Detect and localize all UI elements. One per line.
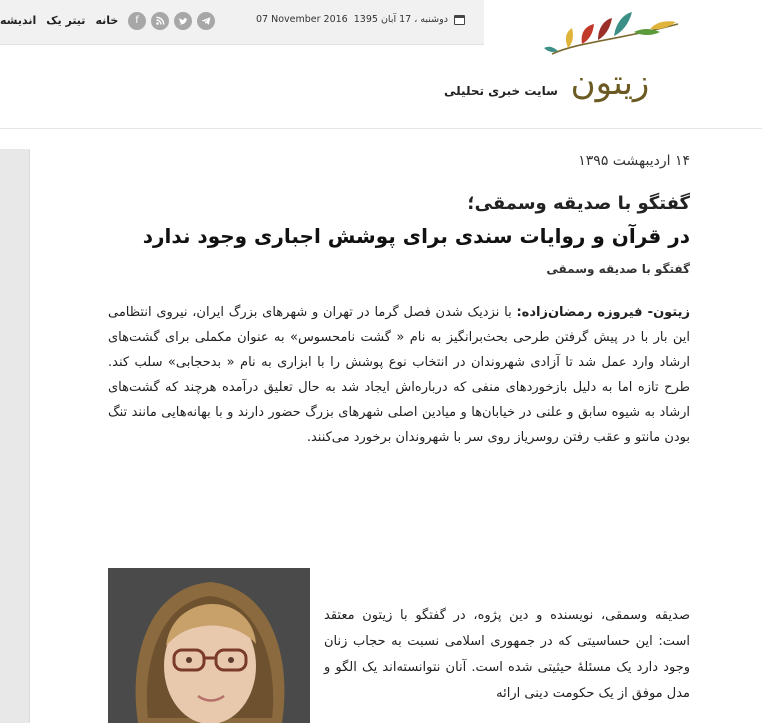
nav-thought[interactable]: اندیشه <box>0 14 37 27</box>
nav-home[interactable]: خانه <box>95 14 119 27</box>
article <box>108 150 690 450</box>
social-links <box>128 12 215 30</box>
logo-text: زیتون <box>570 63 650 103</box>
lead-author: زیتون- فیروزه رمضان‌زاده: <box>516 305 690 320</box>
twitter-icon[interactable] <box>174 12 192 30</box>
left-sidebar <box>0 149 30 723</box>
gregorian-date: 07 November 2016 <box>256 14 348 25</box>
interviewee-photo <box>108 568 310 723</box>
site-logo[interactable] <box>538 2 688 106</box>
date-bar <box>256 14 465 25</box>
telegram-icon[interactable] <box>197 12 215 30</box>
article-kicker: گفتگو با صدیقه وسمقی؛ <box>467 193 690 214</box>
calendar-icon <box>454 15 465 25</box>
persian-date: دوشنبه ، 17 آبان 1395 <box>353 14 448 25</box>
nav-headline[interactable]: تیتر یک <box>46 14 86 27</box>
header-divider <box>0 128 762 129</box>
site-tagline: سایت خبری تحلیلی <box>444 84 558 98</box>
article-byline: گفتگو با صدیقه وسمقی <box>546 262 690 276</box>
facebook-icon[interactable]: f <box>128 12 146 30</box>
second-paragraph: صدیقه وسمقی، نویسنده و دین پژوه، در گفتگو با زیتون معتقد است: این حساسیتی که در جمهوری اسلامی نسبت به حجاب زنان وجود دارد یک مسئلهٔ حیثیتی شده است. آنان نتوانسته‌اند یک الگو و مدل موفق از یک حکومت دینی ارائه <box>324 608 690 701</box>
publish-date: ۱۴ اردیبهشت ۱۳۹۵ <box>578 153 690 169</box>
top-bar <box>0 0 484 45</box>
article-headline: در قرآن و روایات سندی برای پوشش اجباری وجود ندارد <box>142 224 690 248</box>
lead-paragraph <box>108 300 690 450</box>
main-nav <box>0 14 118 27</box>
rss-icon[interactable] <box>151 12 169 30</box>
lead-body: با نزدیک شدن فصل گرما در تهران و شهرهای بزرگ ایران، نیروی انتظامی این بار با در پیش گرفتن طرحی بحث‌برانگیز به نام « گشت نامحسوس» به عنوان مکملی برای گشت‌های ارشاد وارد عمل شد تا آزادی شهروندان در انتخاب نوع پوشش را با ابزاری به نام « بدحجابی» سلب کند. طرح تازه اما به دلیل بازخوردهای منفی که درباره‌اش ایجاد شد به حال تعلیق درآمده هرچند که گشت‌های ارشاد به شیوه سابق و علنی در خیابان‌ها و میادین اصلی شهرهای بزرگ حضور دارند و با بهانه‌هایی مانند تنگ بودن مانتو و عقب رفتن روسریاز روی سر با شهروندان برخورد می‌کنند. <box>108 305 690 445</box>
